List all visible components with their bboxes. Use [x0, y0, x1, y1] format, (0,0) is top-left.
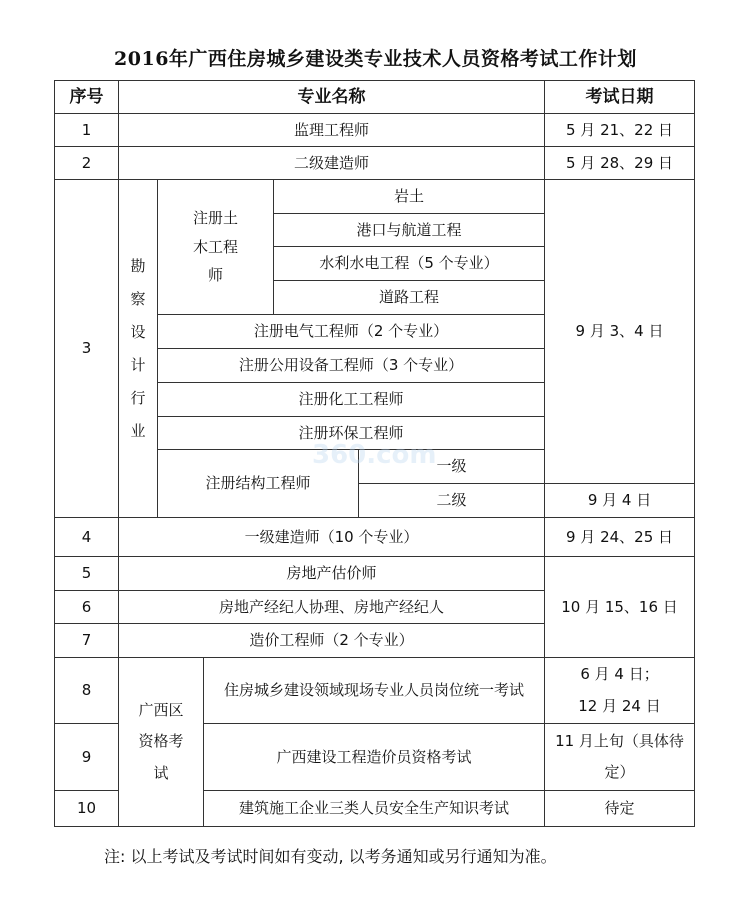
- table-row: [55, 114, 695, 147]
- row-name: 建筑施工企业三类人员安全生产知识考试: [204, 791, 545, 827]
- row-date: 11 月上旬（具体待定）: [545, 724, 695, 791]
- civil-item: 岩土: [274, 180, 545, 214]
- header-date: 考试日期: [545, 81, 695, 114]
- structural-cell: 注册结构工程师: [158, 450, 359, 518]
- table-header-row: [55, 81, 695, 114]
- row-name: 监理工程师: [119, 114, 545, 147]
- row-name: 广西建设工程造价员资格考试: [204, 724, 545, 791]
- header-name: 专业名称: [119, 81, 545, 114]
- header-seq: 序号: [55, 81, 119, 114]
- footnote: 注: 以上考试及考试时间如有变动, 以考务通知或另行通知为准。: [104, 847, 557, 866]
- row-name: 注册化工工程师: [158, 383, 545, 417]
- table-row: [55, 518, 695, 557]
- row-seq: 7: [55, 624, 119, 658]
- row-seq: 6: [55, 591, 119, 624]
- row-seq: 10: [55, 791, 119, 827]
- row-name: 注册电气工程师（2 个专业）: [158, 315, 545, 349]
- table-row: [55, 180, 695, 214]
- row-name: 房地产估价师: [119, 557, 545, 591]
- guangxi-group-label: 广西区资格考试: [138, 700, 184, 782]
- row-date: 5 月 21、22 日: [545, 114, 695, 147]
- row-date: 9 月 24、25 日: [545, 518, 695, 557]
- row-date: 9 月 3、4 日: [545, 180, 695, 484]
- page-title: 2016年广西住房城乡建设类专业技术人员资格考试工作计划: [114, 48, 637, 70]
- exam-schedule-table: [54, 80, 695, 827]
- civil-item: 道路工程: [274, 281, 545, 315]
- civil-group-label: 注册土木工程师: [192, 209, 238, 285]
- table-row: [55, 658, 695, 724]
- structural-level: 二级: [359, 484, 545, 518]
- category-cell: [119, 180, 158, 518]
- row-name: 注册公用设备工程师（3 个专业）: [158, 349, 545, 383]
- civil-group-cell: [158, 180, 274, 315]
- row-date: 6 月 4 日；12 月 24 日: [545, 658, 695, 724]
- row-name: 二级建造师: [119, 147, 545, 180]
- row-name: 住房城乡建设领域现场专业人员岗位统一考试: [204, 658, 545, 724]
- row-name: 房地产经纪人协理、房地产经纪人: [119, 591, 545, 624]
- row-seq: 9: [55, 724, 119, 791]
- row-date: 10 月 15、16 日: [545, 557, 695, 658]
- row-name: 一级建造师（10 个专业）: [119, 518, 545, 557]
- category-label: 勘察设计行业: [130, 256, 146, 440]
- row-seq: 1: [55, 114, 119, 147]
- row-seq: 5: [55, 557, 119, 591]
- row-date: 5 月 28、29 日: [545, 147, 695, 180]
- row-seq: 4: [55, 518, 119, 557]
- table-row: [55, 147, 695, 180]
- row-name: 造价工程师（2 个专业）: [119, 624, 545, 658]
- guangxi-group-cell: [119, 658, 204, 827]
- civil-item: 港口与航道工程: [274, 214, 545, 247]
- table-row: [55, 557, 695, 591]
- row-date: 9 月 4 日: [545, 484, 695, 518]
- row-seq: 8: [55, 658, 119, 724]
- watermark: 360.com: [312, 440, 437, 470]
- row-date: 待定: [545, 791, 695, 827]
- row-seq: 2: [55, 147, 119, 180]
- row-name: 注册环保工程师: [158, 417, 545, 450]
- row-seq: 3: [55, 180, 119, 518]
- structural-level: 一级: [359, 450, 545, 484]
- civil-item: 水利水电工程（5 个专业）: [274, 247, 545, 281]
